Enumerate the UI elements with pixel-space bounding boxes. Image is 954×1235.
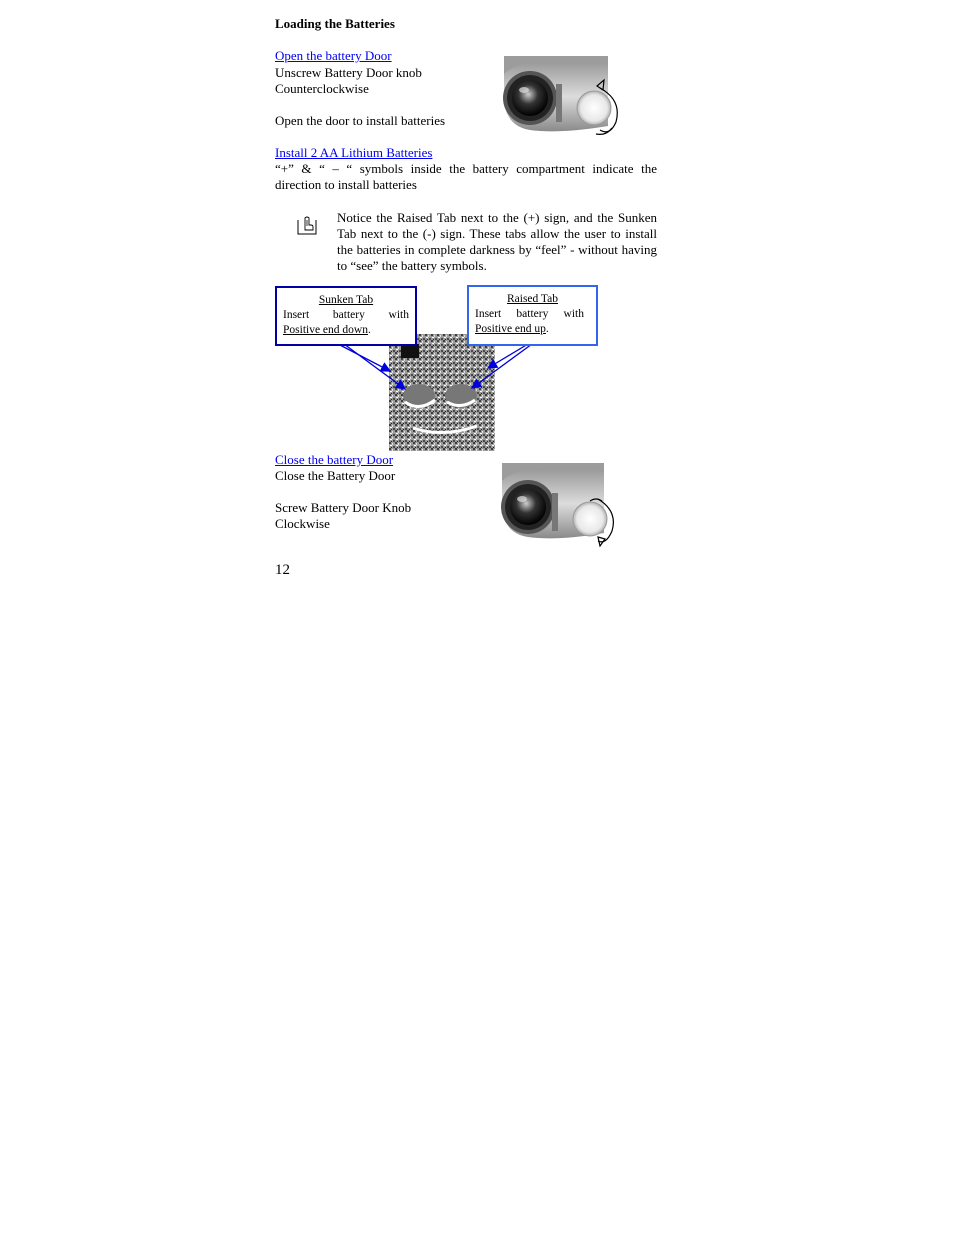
raised-tab-callout: [467, 285, 598, 346]
close-battery-door-link[interactable]: Close the battery Door: [275, 452, 394, 467]
pointing-hand-icon: [296, 214, 320, 238]
step1-line2: Counterclockwise: [275, 81, 369, 96]
sunken-period: .: [367, 324, 371, 336]
sunken-positive-end-down: Positive end down: [283, 324, 368, 336]
step3-line3: Clockwise: [275, 516, 330, 531]
note-text: Notice the Raised Tab next to the (+) sign, and the Sunken Tab next to the (-) sign. These tabs allow the user to install the batteries in complete darkness by “feel” - without having to “see” the battery symbols.: [337, 210, 657, 273]
raised-period: .: [545, 323, 549, 335]
page-title: Loading the Batteries: [275, 16, 395, 31]
battery-door-open-image: [500, 56, 625, 136]
step1-line3: Open the door to install batteries: [275, 113, 446, 128]
battery-door-close-image: [498, 463, 620, 547]
sunken-word-3: with: [388, 309, 409, 321]
raised-word-1: Insert: [475, 308, 502, 320]
page-number: 12: [275, 562, 290, 578]
step2-text: “+” & “ – “ symbols inside the battery compartment indicate the direction to install batteries: [275, 161, 657, 192]
sunken-word-2: battery: [332, 309, 365, 321]
step3-line1: Close the Battery Door: [275, 468, 396, 483]
sunken-word-1: Insert: [283, 309, 310, 321]
raised-word-2: battery: [516, 308, 549, 320]
raised-positive-end-up: Positive end up: [475, 323, 546, 335]
open-battery-door-link[interactable]: Open the battery Door: [275, 48, 392, 63]
callout-arrows: [330, 340, 540, 395]
install-batteries-link[interactable]: Install 2 AA Lithium Batteries: [275, 145, 433, 160]
raised-tab-title: Raised Tab: [506, 293, 559, 305]
step1-line1: Unscrew Battery Door knob: [275, 65, 422, 80]
sunken-tab-title: Sunken Tab: [318, 294, 374, 306]
raised-word-3: with: [563, 308, 584, 320]
step3-line2: Screw Battery Door Knob: [275, 500, 412, 515]
sunken-tab-callout: [275, 286, 417, 346]
